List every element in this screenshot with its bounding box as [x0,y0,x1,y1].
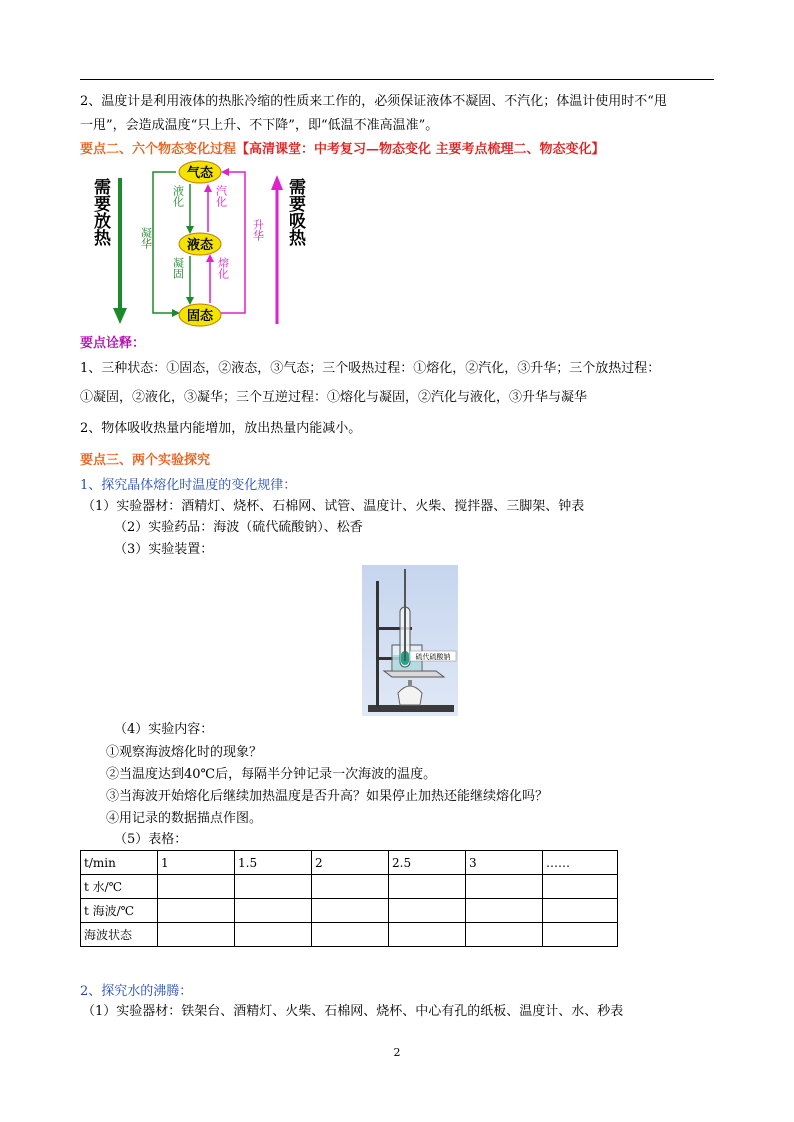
burner-wick [408,680,412,686]
release-heat-arrow-head [113,308,127,324]
heading-2-title: 要点二、六个物态变化过程 [80,142,237,157]
experiment-1-reagents: （2）实验药品：海波（硫代硫酸钠）、松香 [114,520,363,535]
experiment-1-title: 1、探究晶体熔化时温度的变化规律： [80,478,297,493]
deposit-label: 凝华 [139,227,153,249]
stand-base [368,705,454,712]
stand-rod [376,581,379,707]
note-line-2: ①凝固，②液化，③凝华；三个互逆过程：①熔化与凝固，②汽化与液化，③升华与凝华 [80,390,588,405]
paragraph-thermometer-2: 一甩”，会造成温度“只上升、不下降”，即“低温不准高温准”。 [80,118,439,133]
solid-label: 固态 [186,309,214,324]
table-cell [235,899,312,923]
note-line-3: 2、物体吸收热量内能增加，放出热量内能减小。 [80,421,362,436]
table-row [81,875,618,899]
content-item-1: ①观察海波熔化时的现象？ [106,745,263,760]
table-cell [543,899,618,923]
liquefy-label: 液化 [171,185,185,207]
table-cell [312,899,389,923]
table-cell: 1 [158,851,235,875]
table-cell [389,899,466,923]
page-number: 2 [393,1046,401,1059]
table-cell [158,923,235,947]
table-cell: t 海波/℃ [81,899,158,923]
table-cell: t 水/℃ [81,875,158,899]
table-cell [235,875,312,899]
heading-2-link[interactable]: 【高清课堂：中考复习—物态变化 主要考点梳理二、物态变化】 [236,142,605,157]
table-cell [466,923,543,947]
experiment-1-table-label: （5）表格： [114,832,188,847]
table-cell: …… [543,851,618,875]
table-cell [543,875,618,899]
vaporize-label: 汽化 [214,185,228,207]
table-cell: 1.5 [235,851,312,875]
gas-label: 气态 [186,166,214,181]
table-cell: 2.5 [389,851,466,875]
content-item-3: ③当海波开始熔化后继续加热温度是否升高？如果停止加热还能继续熔化吗？ [106,789,549,804]
table-cell: 2 [312,851,389,875]
table-cell [543,923,618,947]
table-cell [466,899,543,923]
table-row [81,923,618,947]
experiment-2-title: 2、探究水的沸腾： [80,984,193,999]
sublime-label: 升华 [251,219,265,241]
reagent-label: 硫代硫酸钠 [415,653,451,661]
absorb-heat-label: 需要吸热 [285,178,305,246]
section-heading-3: 要点三、两个实验探究 [80,453,211,468]
melt-label: 熔化 [216,257,230,279]
table-cell: 海波状态 [81,923,158,947]
note-line-1: 1、三种状态：①固态，②液态，③气态；三个吸热过程：①熔化，②汽化，③升华；三个放热过程： [80,361,661,376]
table-cell [158,875,235,899]
gauze [384,671,444,677]
release-heat-label: 需要放热 [90,178,110,246]
thermometer [404,569,406,661]
experiment-1-equipment: （1）实验器材：酒精灯、烧杯、石棉网、试管、温度计、火柴、搅拌器、三脚架、钟表 [82,499,585,514]
table-cell [389,923,466,947]
table-cell [158,899,235,923]
table-cell [312,923,389,947]
phase-change-diagram [80,160,320,335]
experiment-2-equipment: （1）实验器材：铁架台、酒精灯、火柴、石棉网、烧杯、中心有孔的纸板、温度计、水、秒表 [82,1004,624,1019]
note-title: 要点诠释： [80,336,146,351]
table-cell [466,875,543,899]
data-table [80,850,618,947]
table-cell [235,923,312,947]
section-heading-2 [80,141,605,159]
header-rule [80,79,714,80]
experiment-1-content: （4）实验内容： [114,722,214,737]
absorb-heat-arrow-head [271,175,283,190]
table-cell [312,875,389,899]
experiment-1-apparatus: （3）实验装置： [114,542,214,557]
content-item-4: ④用记录的数据描点作图。 [106,811,263,826]
table-cell: t/min [81,851,158,875]
table-row [81,851,618,875]
paragraph-thermometer-1: 2、温度计是利用液体的热胀冷缩的性质来工作的，必须保证液体不凝固、不汽化；体温计使用时不“甩 [80,94,667,109]
table-row [81,899,618,923]
content-item-2: ②当温度达到40℃后，每隔半分钟记录一次海波的温度。 [106,767,437,782]
alcohol-burner [398,686,422,705]
liquid-label: 液态 [186,238,214,253]
apparatus-photo [362,565,458,716]
table-cell: 3 [466,851,543,875]
freeze-label: 凝固 [171,257,185,279]
table-cell [389,875,466,899]
